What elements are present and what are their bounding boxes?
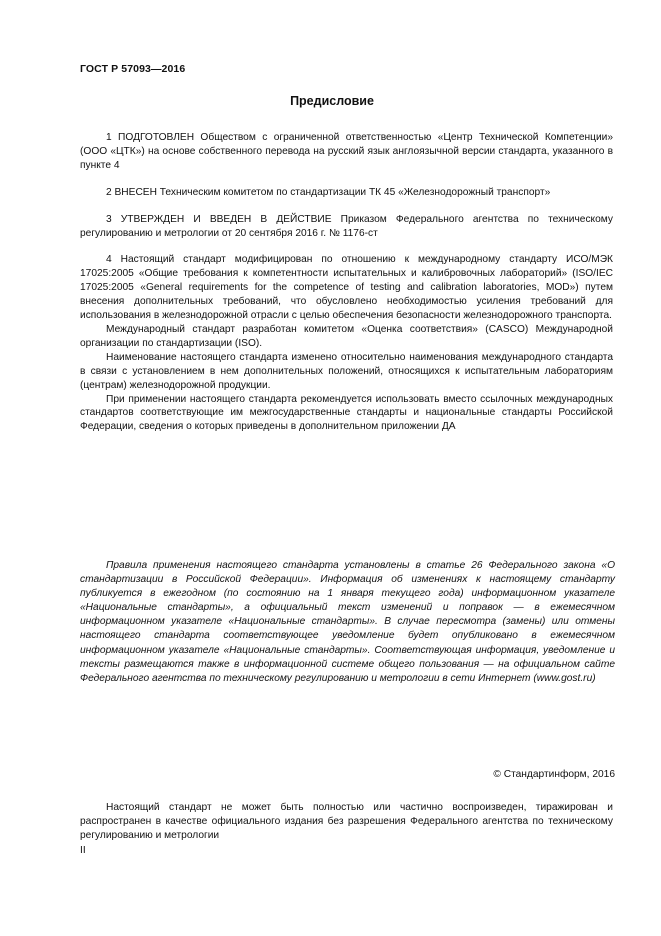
preface-body — [80, 131, 613, 434]
paragraph-approved: 3 УТВЕРЖДЕН И ВВЕДЕН В ДЕЙСТВИЕ Приказом Федерального агентства по техническому регулированию и метрологии от 20 сентября 2016 г. № 1176-ст — [80, 213, 613, 239]
reproduction-rights: Настоящий стандарт не может быть полностью или частично воспроизведен, тиражирован и распространен в качестве официального издания без разрешения Федерального агентства по техническому регулированию и метрологии — [80, 802, 613, 841]
paragraph-references: При применении настоящего стандарта рекомендуется использовать вместо ссылочных международных стандартов соответствующие им межгосударственные стандарты и национальные стандарты Российской Федерации, сведения о которых приведены в дополнительном приложении ДА — [80, 393, 613, 433]
page-title: Предисловие — [290, 94, 374, 108]
paragraph-casco: Международный стандарт разработан комитетом «Оценка соответствия» (CASCO) Международной организации по стандартизации (ISO). — [80, 323, 613, 349]
page-number: II — [80, 845, 86, 856]
paragraph-name-change: Наименование настоящего стандарта изменено относительно наименования международного стандарта в связи с установлением в нем дополнительных положений, относящихся к испытательным лабораториям (центрам) железнодорожной продукции. — [80, 351, 613, 391]
usage-rules-notice: Правила применения настоящего стандарта установлены в статье 26 Федерального закона «О стандартизации в Российской Федерации». Информация об изменениях к настоящему стандарту публикуется в ежегодном (по состоянию на 1 января текущего года) информационном указателе «Национальные стандарты», а официальный текст изменений и поправок — в ежемесячном информационном указателе «Национальные стандарты». В случае пересмотра (замены) или отмены настоящего стандарта соответствующее уведомление будет опубликовано в ежемесячном информационном указателе «Национальные стандарты». Соответствующая информация, уведомление и тексты размещаются также в информационной системе общего пользования — на официальном сайте Федерального агентства по техническому регулированию и метрологии в сети Интернет (www.gost.ru) — [80, 560, 615, 684]
copyright: © Стандартинформ, 2016 — [493, 769, 615, 780]
paragraph-introduced: 2 ВНЕСЕН Техническим комитетом по стандартизации ТК 45 «Железнодорожный транспорт» — [106, 186, 551, 198]
paragraph-modified: 4 Настоящий стандарт модифицирован по отношению к международному стандарту ИСО/МЭК 17025:2005 «Общие требования к компетентности испытательных и калибровочных лабораторий» (ISO/IEC 17025:2005 «General requirements for the competence of testing and calibration laboratories, MOD») путем внесения дополнительных требований, что обусловлено необходимостью усиления требований для использования в железнодорожной отрасли с целью обеспечения безопасности железнодорожного транспорта. — [80, 254, 613, 322]
paragraph-prepared: 1 ПОДГОТОВЛЕН Обществом с ограниченной ответственностью «Центр Технической Компетенции» (ООО «ЦТК») на основе собственного перевода на русский язык англоязычной версии стандарта, указанного в пункте 4 — [80, 132, 613, 171]
standard-code: ГОСТ Р 57093—2016 — [80, 63, 186, 75]
